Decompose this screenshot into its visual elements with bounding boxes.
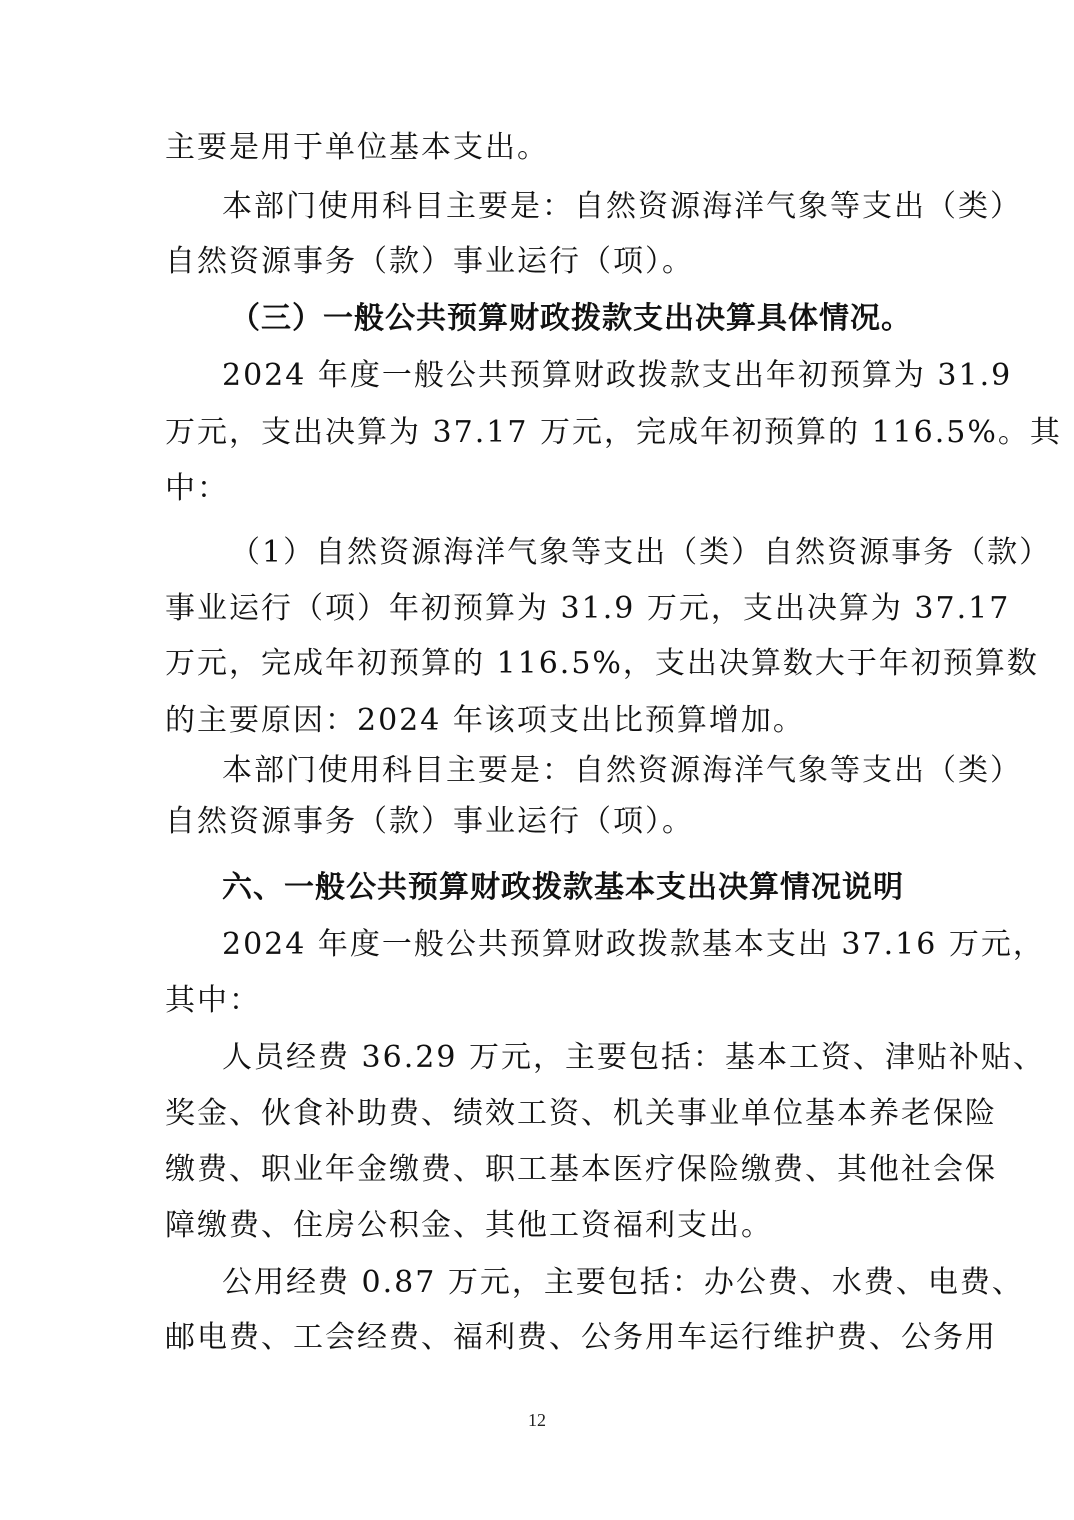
- text-line: 自然资源事务（款）事业运行（项）。: [165, 244, 694, 279]
- text-line: 自然资源事务（款）事业运行（项）。: [165, 804, 694, 839]
- page-number: 12: [528, 1410, 546, 1430]
- text-line: 2024 年度一般公共预算财政拨款支出年初预算为 31.9: [222, 358, 1013, 393]
- text-line: 中：: [165, 471, 229, 506]
- text-line: 事业运行（项）年初预算为 31.9 万元，支出决算为 37.17: [165, 591, 1011, 626]
- section-subheading: （三）一般公共预算财政拨款支出决算具体情况。: [230, 301, 912, 336]
- text-line: 本部门使用科目主要是：自然资源海洋气象等支出（类）: [222, 753, 1022, 788]
- section-heading: 六、一般公共预算财政拨款基本支出决算情况说明: [222, 870, 904, 905]
- text-line: 万元，支出决算为 37.17 万元，完成年初预算的 116.5%。其: [165, 415, 1062, 450]
- text-line: 本部门使用科目主要是：自然资源海洋气象等支出（类）: [222, 189, 1022, 224]
- text-line: 奖金、伙食补助费、绩效工资、机关事业单位基本养老保险: [165, 1096, 997, 1131]
- text-line: 障缴费、住房公积金、其他工资福利支出。: [165, 1208, 773, 1243]
- text-line: 2024 年度一般公共预算财政拨款基本支出 37.16 万元，: [222, 927, 1045, 962]
- text-line: 其中：: [165, 983, 261, 1018]
- text-line: 的主要原因：2024 年该项支出比预算增加。: [165, 703, 805, 738]
- text-line: 人员经费 36.29 万元，主要包括：基本工资、津贴补贴、: [222, 1040, 1045, 1075]
- text-line: 邮电费、工会经费、福利费、公务用车运行维护费、公务用: [165, 1320, 997, 1355]
- text-line: 公用经费 0.87 万元，主要包括：办公费、水费、电费、: [222, 1265, 1024, 1300]
- text-line: （1）自然资源海洋气象等支出（类）自然资源事务（款）: [230, 535, 1052, 570]
- text-line: 缴费、职业年金缴费、职工基本医疗保险缴费、其他社会保: [165, 1152, 997, 1187]
- text-line: 万元，完成年初预算的 116.5%，支出决算数大于年初预算数: [165, 646, 1039, 681]
- text-line: 主要是用于单位基本支出。: [165, 130, 549, 165]
